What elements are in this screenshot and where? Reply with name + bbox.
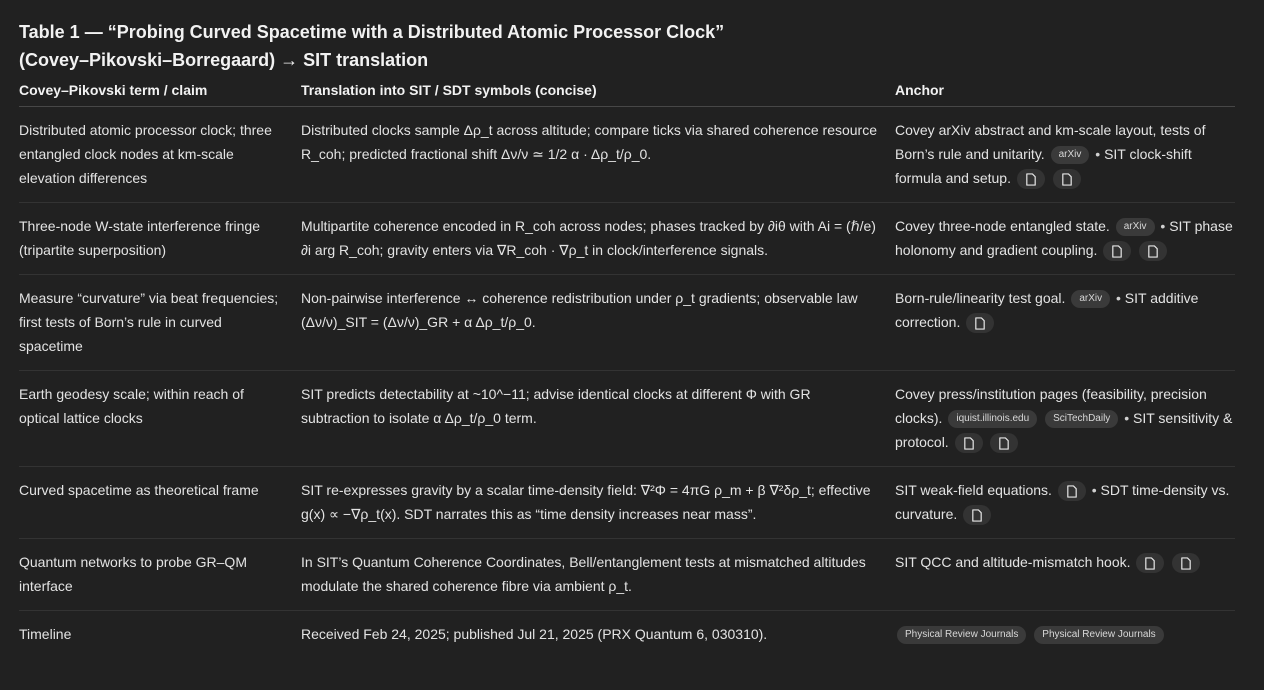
anchor-cell bbox=[895, 371, 1235, 467]
claim-cell: Distributed atomic processor clock; three entangled clock nodes at km-scale elevation differences bbox=[19, 107, 301, 203]
header-claim: Covey–Pikovski term / claim bbox=[19, 78, 301, 107]
anchor-text: Born-rule/linearity test goal. bbox=[895, 290, 1066, 306]
translation-cell: Non-pairwise interference ↔ coherence redistribution under ρ_t gradients; observable law (Δν/ν)_SIT = (Δν/ν)_GR + α Δρ_t/ρ_0. bbox=[301, 275, 895, 371]
anchor-text: SDT time-density vs. curvature. bbox=[895, 482, 1230, 522]
translation-cell: In SIT’s Quantum Coherence Coordinates, Bell/entanglement tests at mismatched altitudes modulate the shared coherence fibre via ambient ρ_t. bbox=[301, 539, 895, 611]
header-row bbox=[19, 78, 1235, 107]
header-anchor: Anchor bbox=[895, 78, 1235, 107]
anchor-text: Covey arXiv abstract and km-scale layout, tests of Born’s rule and unitarity. bbox=[895, 122, 1206, 162]
anchor-text: SIT weak-field equations. bbox=[895, 482, 1052, 498]
document-icon[interactable] bbox=[966, 313, 994, 333]
anchor-cell bbox=[895, 107, 1235, 203]
source-chip[interactable]: arXiv bbox=[1051, 146, 1090, 164]
document-icon[interactable] bbox=[963, 505, 991, 525]
claim-cell: Earth geodesy scale; within reach of optical lattice clocks bbox=[19, 371, 301, 467]
source-chip[interactable]: Physical Review Journals bbox=[1034, 626, 1163, 644]
source-chip[interactable]: arXiv bbox=[1116, 218, 1155, 236]
source-chip[interactable]: SciTechDaily bbox=[1045, 410, 1118, 428]
table-row bbox=[19, 275, 1235, 371]
claim-cell: Measure “curvature” via beat frequencies; first tests of Born’s rule in curved spacetime bbox=[19, 275, 301, 371]
anchor-cell bbox=[895, 539, 1235, 611]
source-chip[interactable]: iquist.illinois.edu bbox=[948, 410, 1037, 428]
translation-table bbox=[19, 78, 1235, 658]
table-title: Table 1 — “Probing Curved Spacetime with a Distributed Atomic Processor Clock” (Covey–Pikovski–Borregaard) → SIT translation bbox=[19, 22, 725, 70]
document-icon[interactable] bbox=[955, 433, 983, 453]
anchor-text: Covey press/institution pages (feasibility, precision clocks). bbox=[895, 386, 1207, 426]
document-icon[interactable] bbox=[1058, 481, 1086, 501]
translation-cell: Received Feb 24, 2025; published Jul 21, 2025 (PRX Quantum 6, 030310). bbox=[301, 626, 768, 642]
anchor-text: SIT QCC and altitude-mismatch hook. bbox=[895, 554, 1131, 570]
claim-cell: Three-node W-state interference fringe (tripartite superposition) bbox=[19, 203, 301, 275]
table-row bbox=[19, 539, 1235, 611]
separator: • bbox=[1116, 290, 1121, 306]
document-icon[interactable] bbox=[1103, 241, 1131, 261]
anchor-text: Covey three-node entangled state. bbox=[895, 218, 1110, 234]
document-icon[interactable] bbox=[990, 433, 1018, 453]
table-row bbox=[19, 107, 1235, 203]
document-icon[interactable] bbox=[1139, 241, 1167, 261]
claim-cell: Quantum networks to probe GR–QM interface bbox=[19, 539, 301, 611]
source-chip[interactable]: arXiv bbox=[1071, 290, 1110, 308]
translation-cell: Multipartite coherence encoded in R_coh across nodes; phases tracked by ∂iθ with Ai = (ℏ/e) ∂i arg R_coh; gravity enters via ∇R_coh · ∇ρ_t in clock/interference signals. bbox=[301, 203, 895, 275]
document-icon[interactable] bbox=[1017, 169, 1045, 189]
claim-cell: Timeline bbox=[19, 626, 72, 642]
table-row bbox=[19, 611, 1235, 659]
anchor-text: SIT phase holonomy and gradient coupling. bbox=[895, 218, 1233, 258]
anchor-cell bbox=[895, 275, 1235, 371]
separator: • bbox=[1095, 146, 1101, 162]
source-chip[interactable]: Physical Review Journals bbox=[897, 626, 1026, 644]
document-icon[interactable] bbox=[1053, 169, 1081, 189]
table-row bbox=[19, 371, 1235, 467]
table-row bbox=[19, 203, 1235, 275]
translation-cell: Distributed clocks sample Δρ_t across altitude; compare ticks via shared coherence resource R_coh; predicted fractional shift Δν/ν ≃ 1/2 α · Δρ_t/ρ_0. bbox=[301, 107, 895, 203]
anchor-text: SIT clock-shift formula and setup. bbox=[895, 146, 1192, 186]
separator: • bbox=[1124, 410, 1130, 426]
anchor-cell bbox=[895, 467, 1235, 539]
claim-cell: Curved spacetime as theoretical frame bbox=[19, 467, 301, 539]
translation-cell: SIT re-expresses gravity by a scalar time-density field: ∇²Φ = 4πG ρ_m + β ∇²δρ_t; effective g(x) ∝ −∇ρ_t(x). SDT narrates this as “time density increases near mass”. bbox=[301, 467, 895, 539]
anchor-cell bbox=[895, 611, 1235, 659]
anchor-text: SIT additive correction. bbox=[895, 290, 1199, 330]
translation-cell: SIT predicts detectability at ~10^−11; advise identical clocks at different Φ with GR subtraction to isolate α Δρ_t/ρ_0 term. bbox=[301, 371, 895, 467]
separator: • bbox=[1160, 218, 1166, 234]
anchor-text: SIT sensitivity & protocol. bbox=[895, 410, 1233, 450]
anchor-cell bbox=[895, 203, 1235, 275]
document-icon[interactable] bbox=[1172, 553, 1200, 573]
header-translation: Translation into SIT / SDT symbols (concise) bbox=[301, 78, 895, 107]
table-row bbox=[19, 467, 1235, 539]
separator: • bbox=[1091, 482, 1097, 498]
document-icon[interactable] bbox=[1136, 553, 1164, 573]
